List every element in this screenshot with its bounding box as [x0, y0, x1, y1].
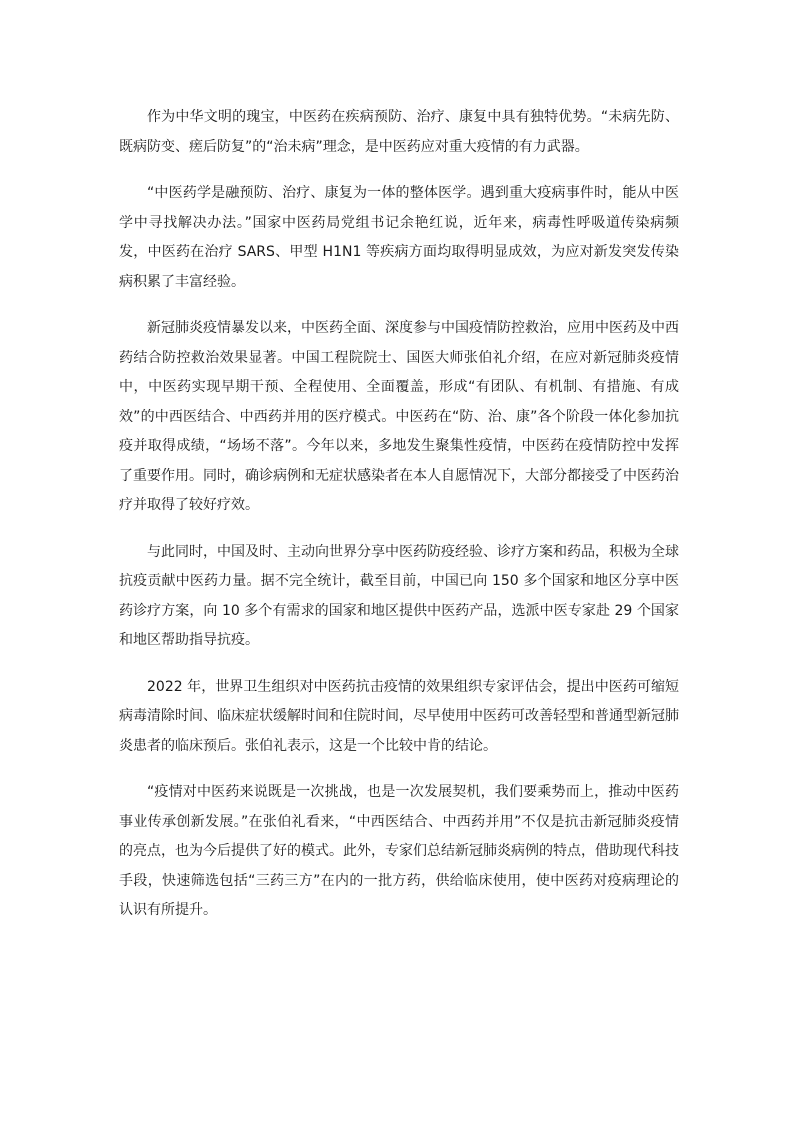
paragraph-4: 与此同时，中国及时、主动向世界分享中医药防疫经验、诊疗方案和药品，积极为全球抗疫贡献中医药力量。据不完全统计，截至目前，中国已向 150 多个国家和地区分享中医药诊疗方案，向 10 多个有需求的国家和地区提供中医药产品，选派中医专家赴 29 个国家和地区帮助指导抗疫。 — [119, 543, 679, 648]
paragraph-1: 作为中华文明的瑰宝，中医药在疾病预防、治疗、康复中具有独特优势。“未病先防、既病防变、瘥后防复”的“治未病”理念，是中医药应对重大疫情的有力武器。 — [119, 109, 679, 155]
paragraph-5: 2022 年，世界卫生组织对中医药抗击疫情的效果组织专家评估会，提出中医药可缩短病毒清除时间、临床症状缓解时间和住院时间，尽早使用中医药可改善轻型和普通型新冠肺炎患者的临床预后。张伯礼表示，这是一个比较中肯的结论。 — [119, 678, 679, 754]
paragraph-3: 新冠肺炎疫情暴发以来，中医药全面、深度参与中国疫情防控救治，应用中医药及中西药结合防控救治效果显著。中国工程院院士、国医大师张伯礼介绍，在应对新冠肺炎疫情中，中医药实现早期干预、全程使用、全面覆盖，形成“有团队、有机制、有措施、有成效”的中西医结合、中西药并用的医疗模式。中医药在“防、治、康”各个阶段一体化参加抗疫并取得成绩，“场场不落”。今年以来，多地发生聚集性疫情，中医药在疫情防控中发挥了重要作用。同时，确诊病例和无症状感染者在本人自愿情况下，大部分都接受了中医药治疗并取得了较好疗效。 — [119, 320, 679, 513]
paragraph-6: “疫情对中医药来说既是一次挑战，也是一次发展契机，我们要乘势而上，推动中医药事业传承创新发展。”在张伯礼看来，“中西医结合、中西药并用”不仅是抗击新冠肺炎疫情的亮点，也为今后提供了好的模式。此外，专家们总结新冠肺炎病例的特点，借助现代科技手段，快速筛选包括“三药三方”在内的一批方药，供给临床使用，使中医药对疫病理论的认识有所提升。 — [119, 784, 679, 918]
article-body — [119, 103, 679, 943]
paragraph-2: “中医药学是融预防、治疗、康复为一体的整体医学。遇到重大疫病事件时，能从中医学中寻找解决办法。”国家中医药局党组书记余艳红说，近年来，病毒性呼吸道传染病频发，中医药在治疗 SARS、甲型 H1N1 等疾病方面均取得明显成效，为应对新发突发传染病积累了丰富经验。 — [119, 185, 679, 290]
